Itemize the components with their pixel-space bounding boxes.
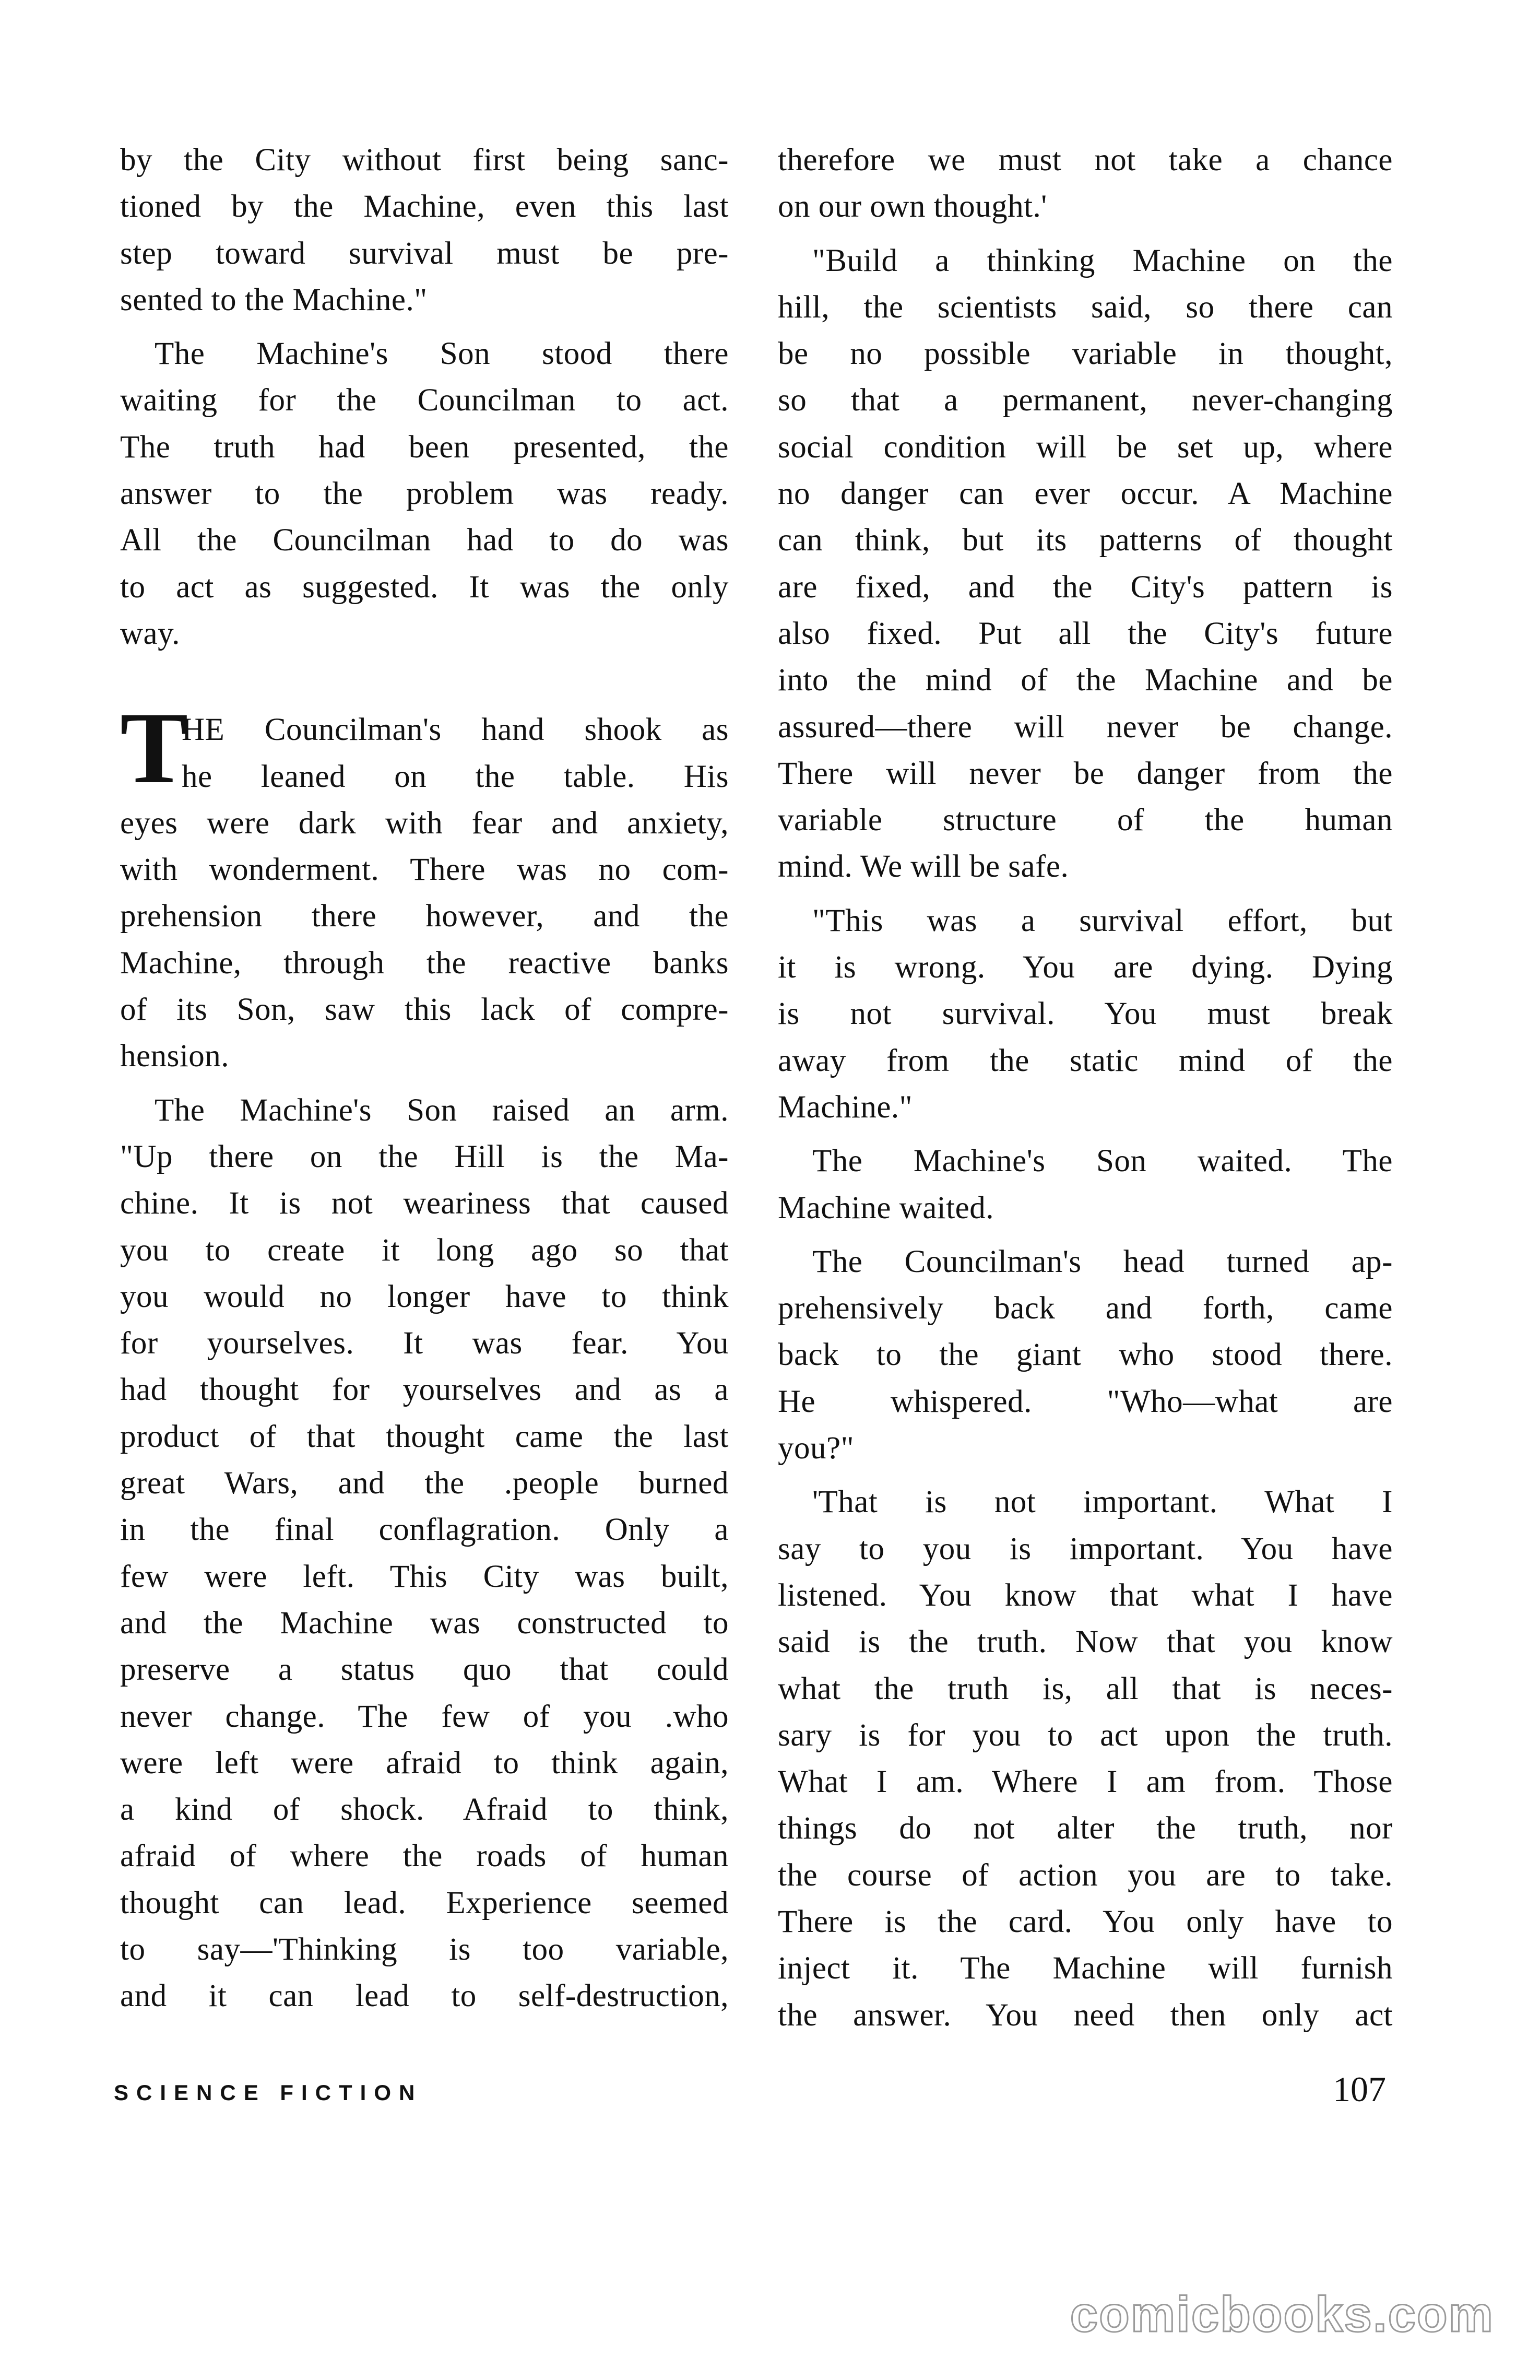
text-line: in the final conflagration. Only a [120,1512,729,1548]
text-line: hill, the scientists said, so there can [778,289,1393,325]
text-line: away from the static mind of the [778,1043,1393,1078]
text-line: no danger can ever occur. A Machine [778,476,1393,512]
text-line: product of that thought came the last [120,1419,729,1454]
text-line: step toward survival must be pre- [120,235,729,271]
text-line: were left were afraid to think again, [120,1745,729,1781]
text-line: sented to the Machine." [120,282,428,317]
paragraph [778,1479,1393,2039]
text-line: afraid of where the roads of human [120,1839,729,1874]
text-line: say to you is important. You have [778,1531,1393,1566]
watermark-logo: comicbooks.com [1070,2287,1494,2342]
text-line: be no possible variable in thought, [778,336,1393,372]
text-line: mind. We will be safe. [778,849,1069,885]
text-line: and it can lead to self-destruction, [120,1978,729,2014]
text-line: he leaned on the table. His [182,759,729,794]
text-line: sary is for you to act upon the truth. [778,1717,1393,1753]
text-line: into the mind of the Machine and be [778,663,1393,698]
text-line: what the truth is, all that is neces- [778,1671,1393,1706]
text-line: assured—there will never be change. [778,709,1393,745]
paragraph [778,238,1393,890]
paragraph [120,331,729,657]
text-line: inject it. The Machine will furnish [778,1951,1393,1986]
text-line: "Build a thinking Machine on the [812,243,1393,278]
text-line: the course of action you are to take. [778,1857,1393,1893]
paragraph-with-drop-cap [120,691,729,1079]
text-line: What I am. Where I am from. Those [778,1764,1393,1800]
text-line: back to the giant who stood there. [778,1337,1393,1373]
text-line: The Machine's Son stood there [155,336,729,372]
right-column [778,137,1393,2039]
text-line: 'That is not important. What I [812,1484,1393,1520]
text-line: The truth had been presented, the [120,429,729,465]
text-line: Machine, through the reactive banks [120,945,729,981]
text-line: therefore we must not take a chance [778,143,1393,178]
magazine-title-footer: SCIENCE FICTION [114,2080,423,2105]
page-number: 107 [1333,2069,1386,2109]
text-line: great Wars, and the .people burned [120,1466,729,1501]
text-line: you?" [778,1431,854,1466]
text-line: preserve a status quo that could [120,1652,729,1688]
text-line: The Councilman's head turned ap- [812,1244,1393,1279]
text-line: things do not alter the truth, nor [778,1811,1393,1846]
text-line: prehension there however, and the [120,899,729,934]
text-line: way. [120,616,180,651]
text-line: He whispered. "Who—what are [778,1384,1393,1419]
paragraph [120,137,729,323]
text-line: with wonderment. There was no com- [120,852,729,888]
text-line: variable structure of the human [778,803,1393,838]
text-line: The Machine's Son waited. The [812,1144,1393,1179]
text-line: by the City without first being sanc- [120,143,729,178]
text-line: Machine." [778,1089,913,1125]
drop-cap: T [120,691,188,805]
text-line: said is the truth. Now that you know [778,1624,1393,1660]
text-line: you to create it long ago so that [120,1232,729,1268]
text-line: hension. [120,1039,230,1074]
text-line: There is the card. You only have to [778,1904,1393,1939]
text-line: social condition will be set up, where [778,429,1393,465]
text-line: waiting for the Councilman to act. [120,383,729,418]
left-column [120,137,729,2020]
text-line: prehensively back and forth, came [778,1291,1393,1326]
text-line: thought can lead. Experience seemed [120,1885,729,1921]
text-line: tioned by the Machine, even this last [120,189,729,225]
text-line: answer to the problem was ready. [120,476,729,512]
paragraph [120,1087,729,2020]
text-line: on our own thought.' [778,189,1047,225]
text-line: and the Machine was constructed to [120,1605,729,1641]
text-line: of its Son, saw this lack of compre- [120,992,729,1028]
text-line: had thought for yourselves and as a [120,1372,729,1408]
text-line: listened. You know that what I have [778,1577,1393,1613]
paragraph [778,1239,1393,1471]
text-line: you would no longer have to think [120,1279,729,1314]
text-line: never change. The few of you .who [120,1699,729,1734]
text-line: are fixed, and the City's pattern is [778,569,1393,605]
text-line: All the Councilman had to do was [120,523,729,558]
text-line: few were left. This City was built, [120,1559,729,1594]
text-line: chine. It is not weariness that caused [120,1186,729,1221]
text-line: eyes were dark with fear and anxiety, [120,805,729,841]
text-line: for yourselves. It was fear. You [120,1326,729,1361]
text-line: the answer. You need then only act [778,1997,1393,2033]
paragraph [778,898,1393,1130]
text-line: to act as suggested. It was the only [120,569,729,605]
text-line: There will never be danger from the [778,756,1393,791]
text-line: so that a permanent, never-changing [778,383,1393,418]
text-line: can think, but its patterns of thought [778,523,1393,558]
paragraph [778,137,1393,230]
text-line: to say—'Thinking is too variable, [120,1931,729,1967]
text-line: "Up there on the Hill is the Ma- [120,1139,729,1174]
text-line: Machine waited. [778,1190,994,1226]
text-line: "This was a survival effort, but [812,903,1393,938]
text-line: also fixed. Put all the City's future [778,616,1393,651]
text-line: is not survival. You must break [778,996,1393,1032]
paragraph [778,1138,1393,1231]
text-line: HE Councilman's hand shook as [182,712,729,748]
text-line: it is wrong. You are dying. Dying [778,950,1393,985]
text-line: a kind of shock. Afraid to think, [120,1792,729,1828]
text-line: The Machine's Son raised an arm. [155,1092,729,1128]
